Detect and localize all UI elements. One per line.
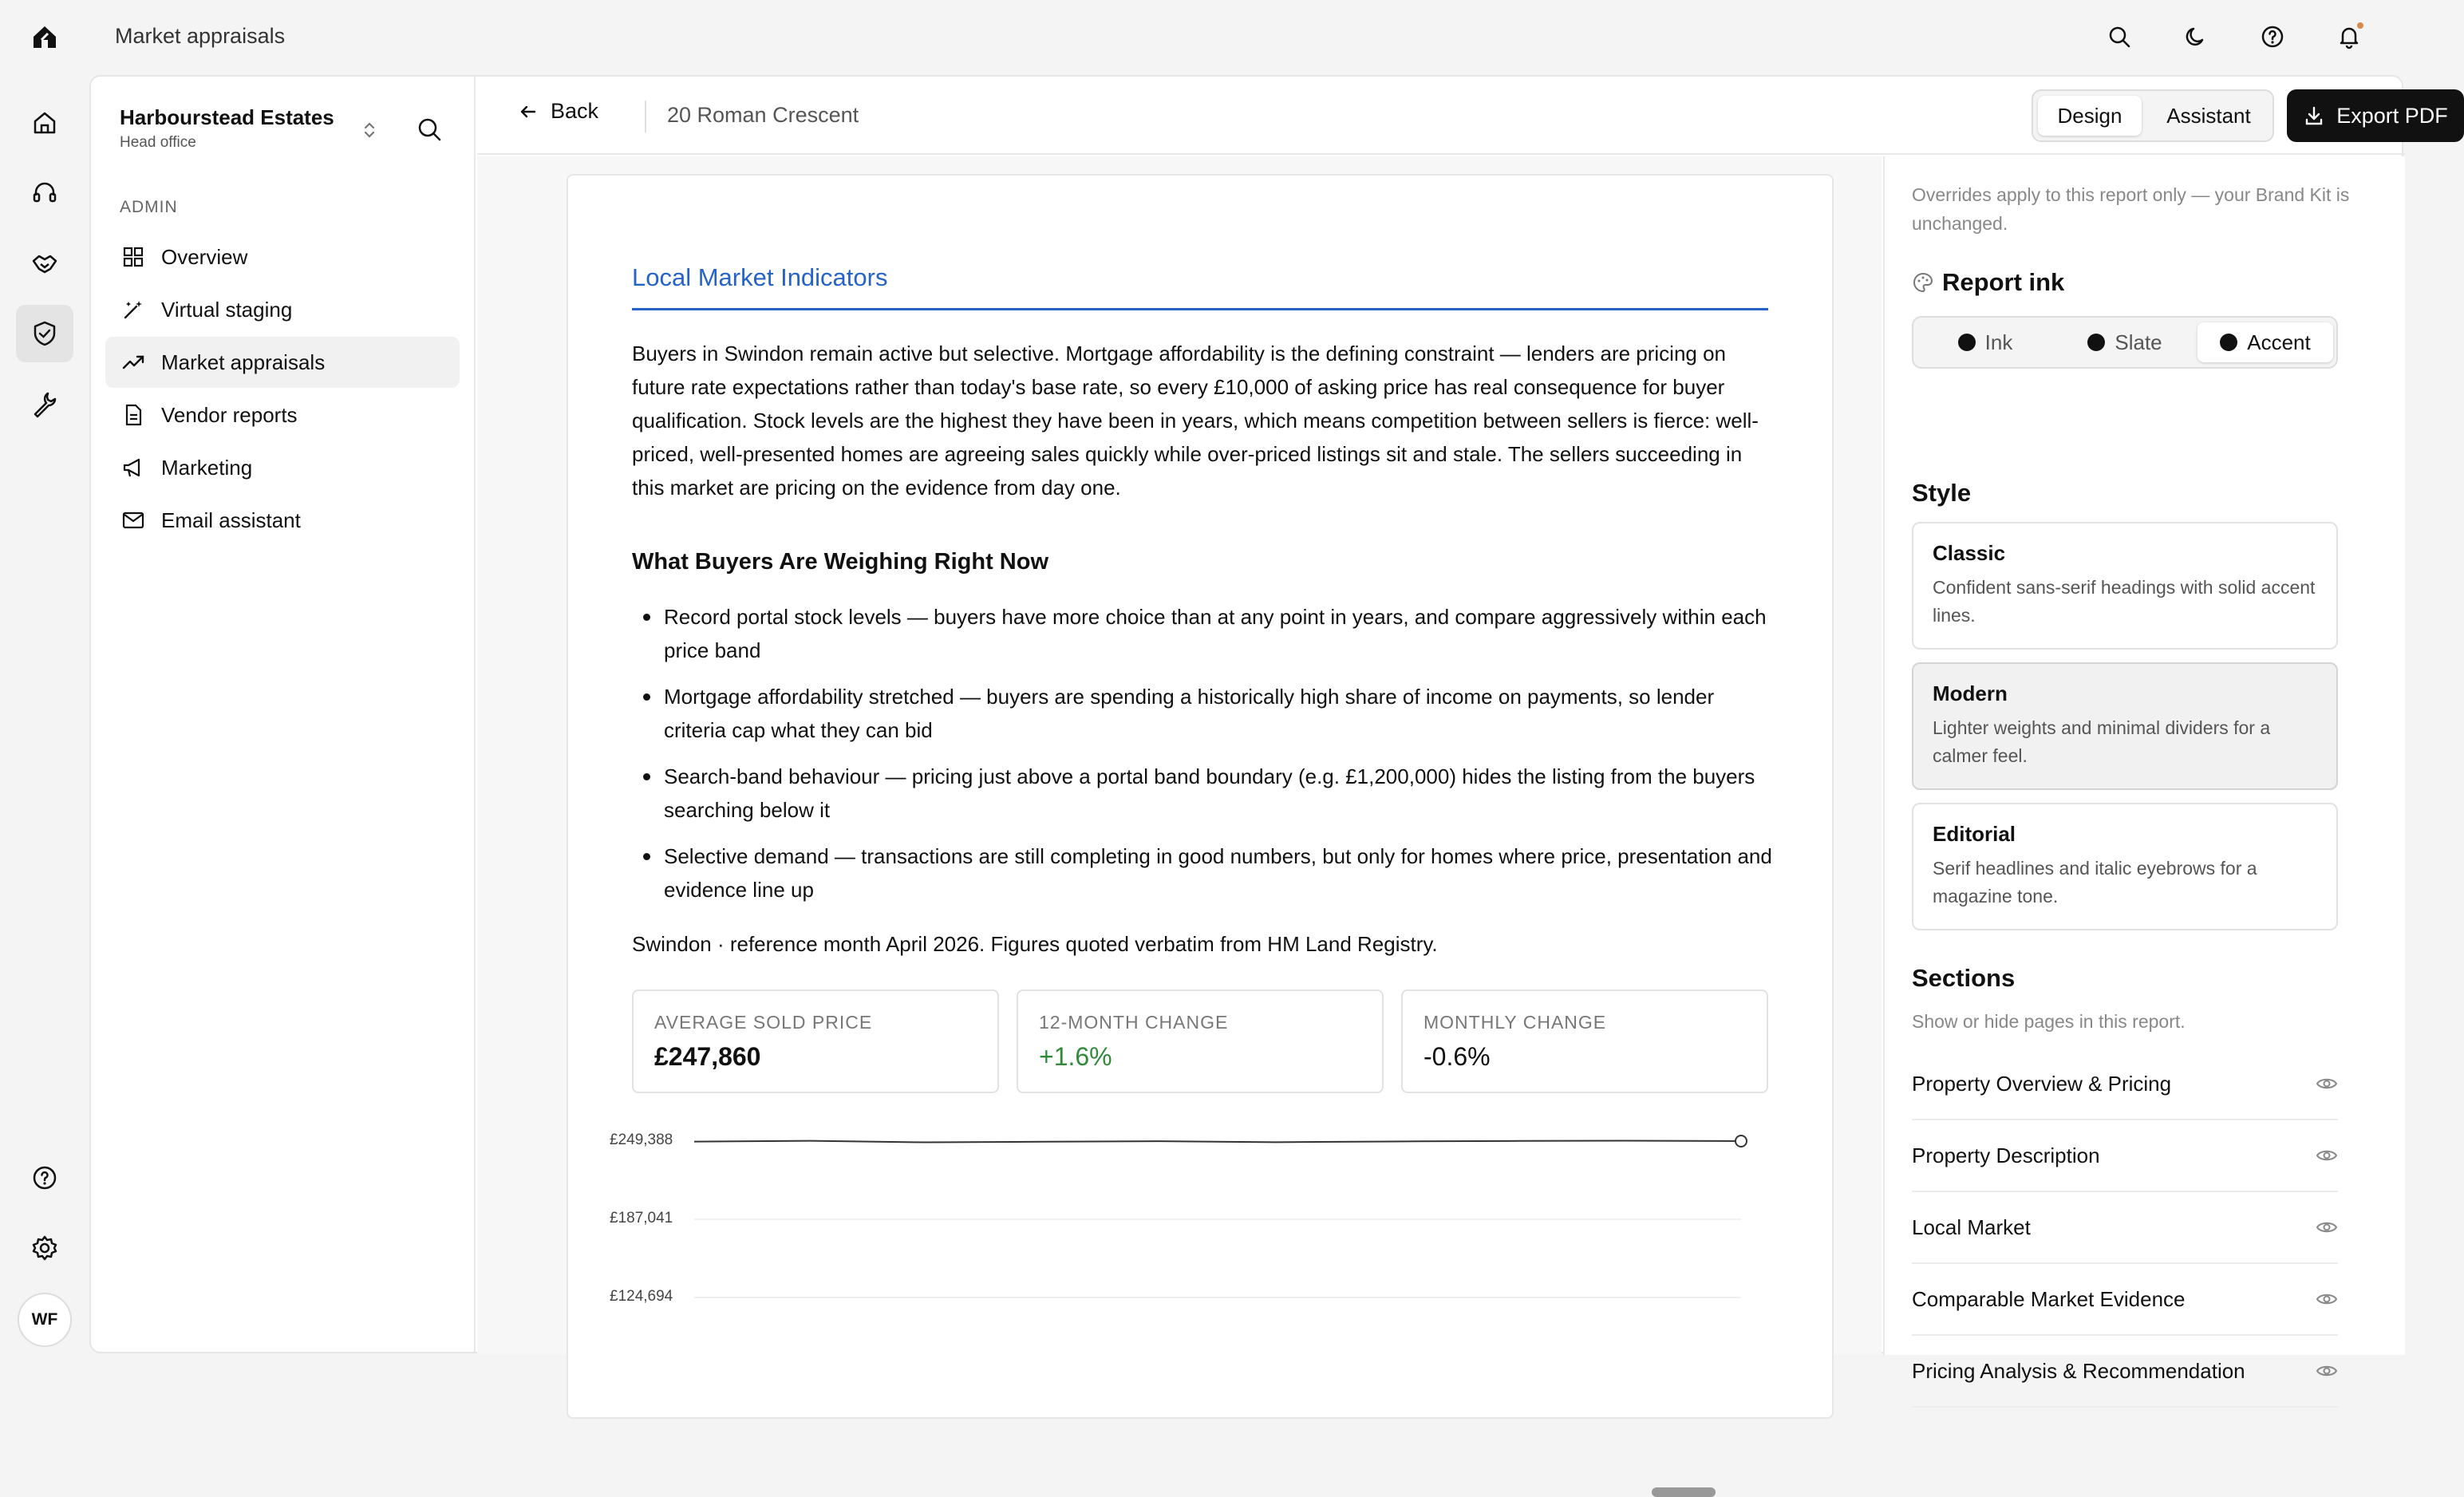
report-intro: Buyers in Swindon remain active but selective. Mortgage affordability is the defining constraint — lenders are pricing on future rate expectations rather than today's base rate, so every £10,000 of asking price has real consequence for buyer qualification. Stock levels are the highest they have been in years, which means competition between sellers is fierce: well-priced, well-presented homes are agreeing sales quickly while over-priced listings sit and stale. The sellers succeeding in this market are pricing on the evidence from day one. (632, 342, 1759, 500)
ink-swatch (2220, 334, 2237, 351)
grid-icon (121, 245, 145, 269)
nav-item-virtual-staging[interactable] (105, 284, 460, 335)
eye-icon[interactable] (2316, 1216, 2338, 1238)
report-subheading: What Buyers Are Weighing Right Now (632, 549, 1049, 575)
eye-icon[interactable] (2316, 1144, 2338, 1167)
eye-icon[interactable] (2316, 1288, 2338, 1310)
top-bar (0, 0, 2411, 73)
nav-item-marketing[interactable] (105, 442, 460, 493)
nav-item-overview[interactable] (105, 231, 460, 282)
rail-wrench-icon[interactable] (16, 375, 73, 433)
ink-option-label: Ink (1984, 330, 2013, 354)
sections-note: Show or hide pages in this report. (1912, 1011, 2186, 1032)
back-label: Back (551, 99, 599, 123)
rail-handshake-icon[interactable] (16, 235, 73, 292)
stat-label: 12-MONTH CHANGE (1039, 1012, 1229, 1033)
section-label: Property Description (1912, 1143, 2100, 1167)
style-name: Classic (1933, 541, 2006, 565)
header-divider (645, 101, 646, 132)
search-icon[interactable] (2103, 21, 2135, 53)
nav-item-label: Email assistant (161, 508, 301, 532)
ink-option-ink[interactable] (1918, 322, 2052, 362)
section-label: Comparable Market Evidence (1912, 1286, 2186, 1311)
design-panel (1883, 156, 2405, 1383)
trending-up-icon (121, 350, 145, 374)
style-description: Confident sans-serif headings with solid accent lines. (1933, 577, 2316, 626)
horizontal-scroll-handle[interactable] (1652, 1487, 1716, 1497)
style-card-editorial[interactable] (1912, 803, 2338, 930)
style-description: Lighter weights and minimal dividers for a calmer feel. (1933, 717, 2271, 766)
document-icon (121, 403, 145, 427)
stat-value: -0.6% (1424, 1042, 1491, 1071)
breadcrumb: 20 Roman Crescent (667, 103, 859, 127)
help-icon[interactable] (2257, 21, 2288, 53)
list-item: Mortgage affordability stretched — buyers are spending a historically high share of income on payments, so lender criteria cap what they can bid (632, 680, 1773, 747)
section-row (1912, 1120, 2338, 1192)
palette-icon (1912, 271, 1934, 294)
ink-swatch (2087, 334, 2105, 351)
report-section-title: Local Market Indicators (632, 263, 888, 291)
section-row (1912, 1336, 2338, 1408)
nav-section-label: ADMIN (120, 198, 178, 216)
magic-wand-icon (121, 298, 145, 322)
nav-item-label: Market appraisals (161, 350, 326, 374)
list-item: Selective demand — transactions are still completing in good numbers, but only for homes where price, presentation and evidence line up (632, 839, 1773, 906)
moon-icon[interactable] (2180, 21, 2212, 53)
list-item: Search-band behaviour — pricing just above a portal band boundary (e.g. £1,200,000) hides the listing from the buyers searching below it (632, 760, 1773, 827)
rail-shield-check-icon[interactable] (16, 305, 73, 362)
section-label: Property Overview & Pricing (1912, 1071, 2172, 1096)
org-subtitle: Head office (120, 134, 196, 151)
nav-sidebar (91, 77, 476, 1352)
style-description: Serif headlines and italic eyebrows for a magazine tone. (1933, 858, 2257, 906)
chevron-up-down-icon[interactable] (357, 118, 381, 142)
app-title: Market appraisals (115, 24, 286, 48)
org-name[interactable]: Harbourstead Estates (120, 105, 334, 129)
stat-value: +1.6% (1039, 1042, 1112, 1071)
section-row (1912, 1049, 2338, 1120)
export-pdf-button[interactable] (2287, 89, 2464, 142)
report-canvas[interactable] (477, 156, 1882, 1355)
section-row (1912, 1192, 2338, 1264)
rail-settings-icon[interactable] (16, 1219, 73, 1277)
stat-label: MONTHLY CHANGE (1424, 1012, 1607, 1033)
report-page (567, 174, 1834, 1419)
override-note: Overrides apply to this report only — your Brand Kit is unchanged. (1912, 184, 2350, 234)
report-ink-heading (1912, 268, 2064, 297)
section-label: Local Market (1912, 1215, 2031, 1239)
nav-item-label: Virtual staging (161, 297, 293, 322)
style-name: Modern (1933, 681, 2008, 705)
list-item: Record portal stock levels — buyers have more choice than at any point in years, and compare aggressively within each price band (632, 600, 1773, 667)
section-label: Pricing Analysis & Recommendation (1912, 1358, 2245, 1383)
mail-icon (121, 508, 145, 532)
nav-item-label: Vendor reports (161, 402, 298, 427)
y-tick-label: £187,041 (610, 1210, 673, 1226)
nav-item-label: Overview (161, 244, 248, 269)
tab-assistant[interactable]: Assistant (2166, 103, 2251, 128)
sections-heading: Sections (1912, 964, 2016, 992)
series-line (694, 1141, 1741, 1143)
nav-item-email-assistant[interactable] (105, 495, 460, 546)
stat-label: AVERAGE SOLD PRICE (654, 1012, 873, 1033)
app-logo[interactable] (30, 22, 59, 51)
notification-dot (2357, 22, 2363, 29)
nav-item-label: Marketing (161, 455, 253, 480)
y-tick-label: £249,388 (610, 1132, 673, 1148)
stat-value: £247,860 (654, 1042, 761, 1071)
style-card-modern[interactable] (1912, 662, 2338, 790)
ink-option-label: Accent (2247, 330, 2311, 354)
view-toggle (2032, 89, 2274, 142)
y-tick-label: £124,694 (610, 1288, 673, 1305)
rail-help-icon[interactable] (16, 1149, 73, 1207)
nav-item-market-appraisals[interactable] (105, 337, 460, 388)
nav-search-icon[interactable] (415, 115, 444, 144)
heading-text: Report ink (1942, 268, 2065, 296)
data-point[interactable] (1735, 1136, 1747, 1147)
rail-home-icon[interactable] (16, 94, 73, 152)
export-label: Export PDF (2336, 103, 2448, 128)
avatar[interactable]: WF (18, 1293, 72, 1347)
main-frame (89, 75, 2448, 1383)
megaphone-icon (121, 456, 145, 480)
price-trend-chart (568, 176, 1835, 1420)
content-header (477, 77, 2448, 155)
section-row (1912, 1264, 2338, 1336)
download-icon (2303, 105, 2325, 127)
source-note: Swindon · reference month April 2026. Figures quoted verbatim from HM Land Registry. (632, 932, 1438, 956)
bell-icon[interactable] (2333, 21, 2365, 53)
eye-icon[interactable] (2316, 1072, 2338, 1095)
rail-headset-icon[interactable] (16, 164, 73, 222)
ink-option-label: Slate (2115, 330, 2162, 354)
eye-icon[interactable] (2316, 1360, 2338, 1382)
nav-item-vendor-reports[interactable] (105, 389, 460, 440)
style-card-classic[interactable] (1912, 522, 2338, 650)
style-name: Editorial (1933, 822, 2016, 846)
ink-option-slate[interactable] (2057, 322, 2193, 362)
back-button[interactable] (517, 99, 598, 124)
arrow-left-icon (517, 101, 539, 123)
ink-swatch (1958, 334, 1976, 351)
style-heading: Style (1912, 479, 1972, 507)
ink-selector (1912, 316, 2338, 369)
tab-design[interactable]: Design (2038, 96, 2142, 136)
ink-option-accent[interactable] (2197, 322, 2333, 362)
